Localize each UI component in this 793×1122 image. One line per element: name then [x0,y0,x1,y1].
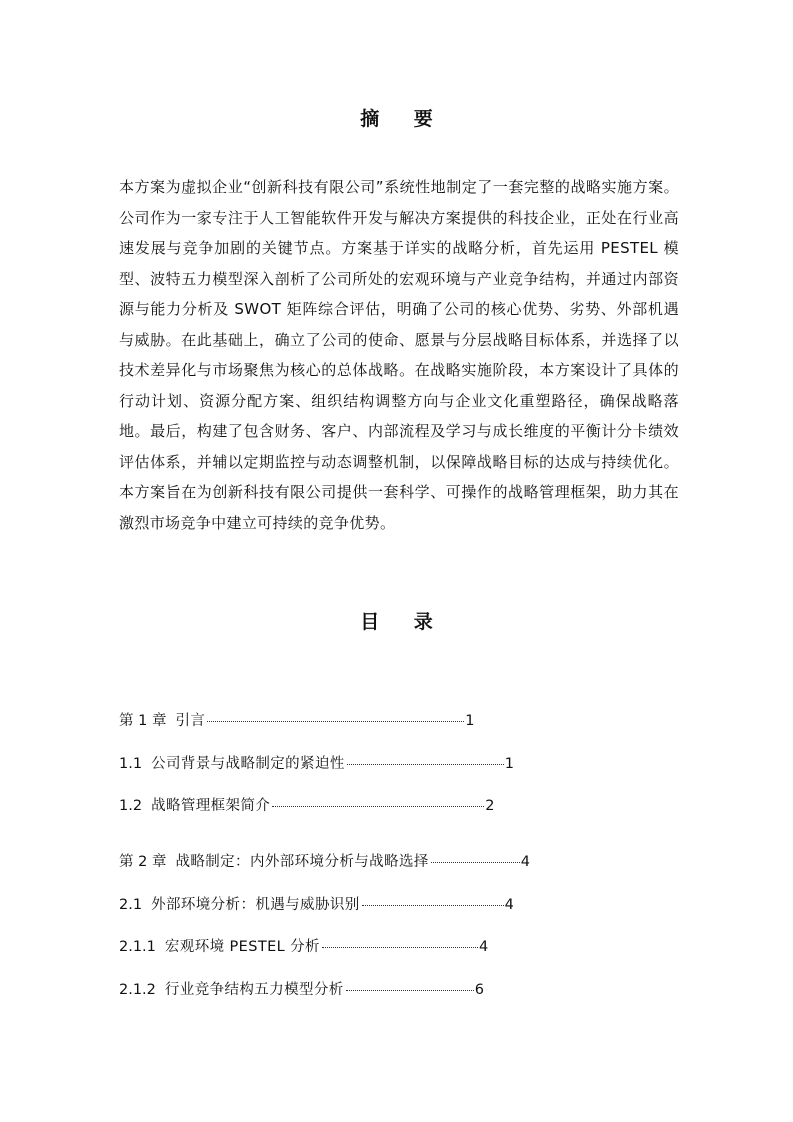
toc-dot-leader [272,806,484,807]
toc-entry-title: 战略管理框架简介 [151,798,271,814]
abstract-heading: 摘 要 [360,108,447,130]
toc-entry[interactable] [119,754,514,774]
toc-entry[interactable] [119,937,488,957]
toc-entry-number: 2.1.1 [119,939,156,955]
toc-entry-page: 2 [485,798,495,814]
toc-dot-leader [431,862,520,863]
toc-entry[interactable] [119,796,495,816]
toc-entry-page: 6 [474,982,484,998]
toc-entry-page: 1 [465,713,475,729]
toc-dot-leader [362,905,504,906]
toc-entry-page: 4 [478,939,489,955]
toc-entry[interactable] [119,980,484,1000]
toc-entry-title: 引言 [175,713,206,729]
toc-entry-number: 第 2 章 [119,854,167,870]
toc-entry[interactable] [119,895,514,915]
toc-dot-leader [322,947,478,948]
toc-entry-page: 4 [520,854,530,870]
toc-entry[interactable] [119,852,530,872]
toc-entry-title: 战略制定：内外部环境分析与战略选择 [175,854,429,870]
abstract-body: 本方案为虚拟企业“创新科技有限公司”系统性地制定了一套完整的战略实施方案。公司作为一家专注于人工智能软件开发与解决方案提供的科技企业，正处在行业高速发展与竞争加剧的关键节点。方案基于详实的战略分析，首先运用 PESTEL 模型、波特五力模型深入剖析了公司所处的宏观环境与产业竞争结构，并通过内部资源与能力分析及 SWOT 矩阵综合评估，明确了公司的核心优势、劣势、外部机遇与威胁。在此基础上，确立了公司的使命、愿景与分层战略目标体系，并选择了以技术差异化与市场聚焦为核心的总体战略。在战略实施阶段，本方案设计了具体的行动计划、资源分配方案、组织结构调整方向与企业文化重塑路径，确保战略落地。最后，构建了包含财务、客户、内部流程及学习与成长维度的平衡计分卡绩效评估体系，并辅以定期监控与动态调整机制，以保障战略目标的达成与持续优化。本方案旨在为创新科技有限公司提供一套科学、可操作的战略管理框架，助力其在激烈市场竞争中建立可持续的竞争优势。 [119,178,679,532]
toc-entry-title: 外部环境分析：机遇与威胁识别 [151,897,360,913]
toc-dot-leader [347,764,504,765]
toc-entry-title: 宏观环境 PESTEL 分析 [164,939,320,955]
toc-entry-title: 公司背景与战略制定的紧迫性 [151,756,345,772]
toc-dot-leader [207,721,464,722]
toc-entry-number: 2.1.2 [119,982,156,998]
toc-entry-number: 1.1 [119,756,143,772]
toc-entry-page: 1 [504,756,514,772]
toc-entry[interactable] [119,711,475,731]
toc-entry-page: 4 [504,897,514,913]
toc-heading: 目 录 [360,611,447,633]
toc-entry-number: 第 1 章 [119,713,167,729]
toc-entry-number: 1.2 [119,798,143,814]
toc-entry-number: 2.1 [119,897,143,913]
toc-dot-leader [346,990,474,991]
toc-entry-title: 行业竞争结构五力模型分析 [164,982,344,998]
